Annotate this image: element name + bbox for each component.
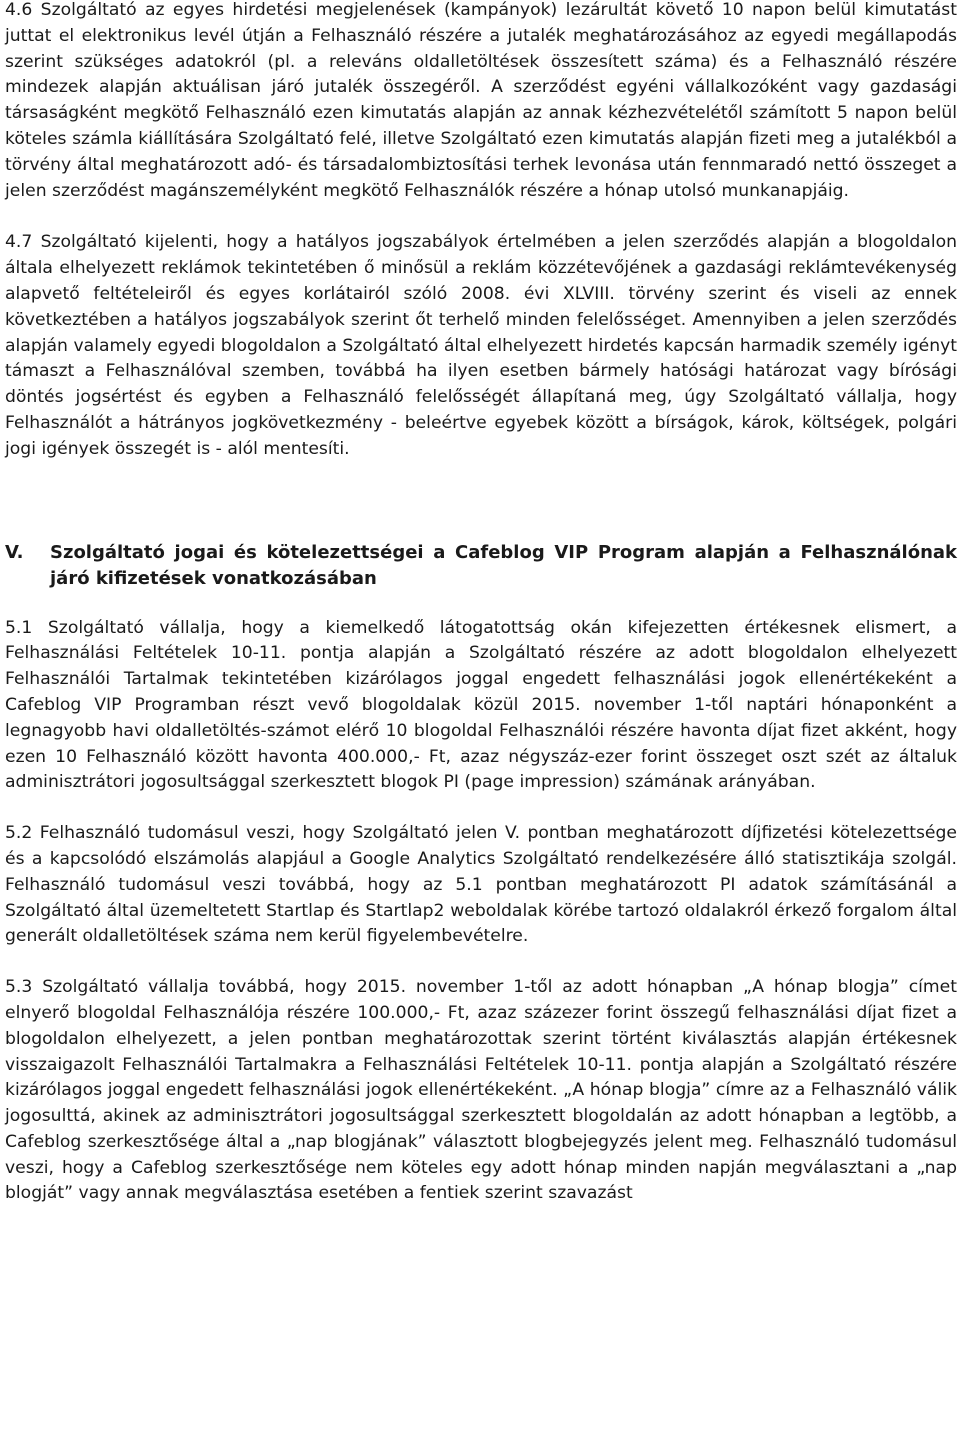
paragraph-4-6: 4.6 Szolgáltató az egyes hirdetési megjelenések (kampányok) lezárultát követő 10 napon belül kimutatást juttat el elektronikus levél útján a Felhasználó részére a jutalék meghatározásához az egyedi megállapodás szerint szükséges adatokról (pl. a releváns oldalletöltések összesített száma) és a Felhasználó részére mindezek alapján aktuálisan járó jutalék összegéről. A szerződést egyéni vállalkozóként vagy gazdasági társaságként megkötő Felhasználó ezen kimutatás alapján az annak kézhezvételétől számított 5 napon belül köteles számla kiállítására Szolgáltató felé, illetve Szolgáltató ezen kimutatás alapján fizeti meg a jutalékból a törvény által meghatározott adó- és társadalombiztosítási terhek levonása után fennmaradó nettó összeget a jelen szerződést magánszemélyként megkötő Felhasználók részére a hónap utolsó munkanapjáig. <box>5 0 957 201</box>
paragraph-5-2: 5.2 Felhasználó tudomásul veszi, hogy Szolgáltató jelen V. pontban meghatározott díjfizetési kötelezettsége és a kapcsolódó elszámolás alapjául a Google Analytics Szolgáltató rendelkezésére álló statisztikája szolgál. Felhasználó tudomásul veszi továbbá, hogy az 5.1 pontban meghatározott PI adatok számításánál a Szolgáltató által üzemeltetett Startlap és Startlap2 weboldalak körébe tartozó oldalakról érkező forgalom által generált oldalletöltések száma nem kerül figyelembevételre. <box>5 823 957 947</box>
section-heading-v <box>5 540 957 593</box>
section-title: Szolgáltató jogai és kötelezettségei a Cafeblog VIP Program alapján a Felhasználónak járó kifizetések vonatkozásában <box>50 541 957 590</box>
section-number: V. <box>5 541 24 563</box>
paragraph-4-7: 4.7 Szolgáltató kijelenti, hogy a hatályos jogszabályok értelmében a jelen szerződés alapján a blogoldalon általa elhelyezett reklámok tekintetében ő minősül a reklám közzétevőjének a gazdasági reklámtevékenység alapvető feltételeiről és egyes korlátairól szóló 2008. évi XLVIII. törvény szerint és viseli az ennek következtében a hatályos jogszabályok szerint őt terhelő minden felelősséget. Amennyiben a jelen szerződés alapján valamely egyedi blogoldalon a Szolgáltató által elhelyezett hirdetés kapcsán harmadik személy igényt támaszt a Felhasználóval szemben, továbbá ha ilyen esetben bármely hatósági határozat vagy bírósági döntés jogsértést és egyben a Felhasználó felelősségét állapítaná meg, úgy Szolgáltató vállalja, hogy Felhasználót a hátrányos jogkövetkezmény - beleértve egyebek között a bírságok, károk, költségek, polgári jogi igények összegét is - alól mentesíti. <box>5 232 957 459</box>
document-page <box>5 0 957 1207</box>
paragraph-5-3: 5.3 Szolgáltató vállalja továbbá, hogy 2015. november 1-től az adott hónapban „A hónap blogja” címet elnyerő blogoldal Felhasználója részére 100.000,- Ft, azaz százezer forint összegű felhasználási díjat fizet a blogoldalon elhelyezett, a jelen pontban meghatározottak szerint történt kiválasztás alapján értékesnek visszaigazolt Felhasználói Tartalmakra a Felhasználási Feltételek 10-11. pontja alapján a Szolgáltató részére kizárólagos joggal engedett felhasználási jogok ellenértékeként. „A hónap blogja” címre az a Felhasználó válik jogosulttá, akinek az adminisztrátori jogosultsággal szerkesztett blogoldalán az adott hónapban a legtöbb, a Cafeblog szerkesztősége által a „nap blogjának” választott blogbejegyzés jelent meg. Felhasználó tudomásul veszi, hogy a Cafeblog szerkesztősége nem köteles egy adott hónap minden napján megválasztani a „nap blogját” vagy annak megválasztása esetében a fentiek szerint szavazást <box>5 977 957 1204</box>
paragraph-5-1: 5.1 Szolgáltató vállalja, hogy a kiemelkedő látogatottság okán kifejezetten értékesnek elismert, a Felhasználási Feltételek 10-11. pontja alapján a Szolgáltató részére az adott blogoldalon elhelyezett Felhasználói Tartalmak tekintetében kizárólagos joggal engedett felhasználási jogok ellenértékeként a Cafeblog VIP Programban részt vevő blogoldalak közül 2015. november 1-től naptári hónaponként a legnagyobb havi oldalletöltés-számot elérő 10 blogoldal Felhasználói részére havonta díjat fizet akként, hogy ezen 10 Felhasználó között havonta 400.000,- Ft, azaz négyszáz-ezer forint összeget oszt szét az általuk adminisztrátori jogosultsággal szerkesztett blogok PI (page impression) számának arányában. <box>5 617 957 793</box>
